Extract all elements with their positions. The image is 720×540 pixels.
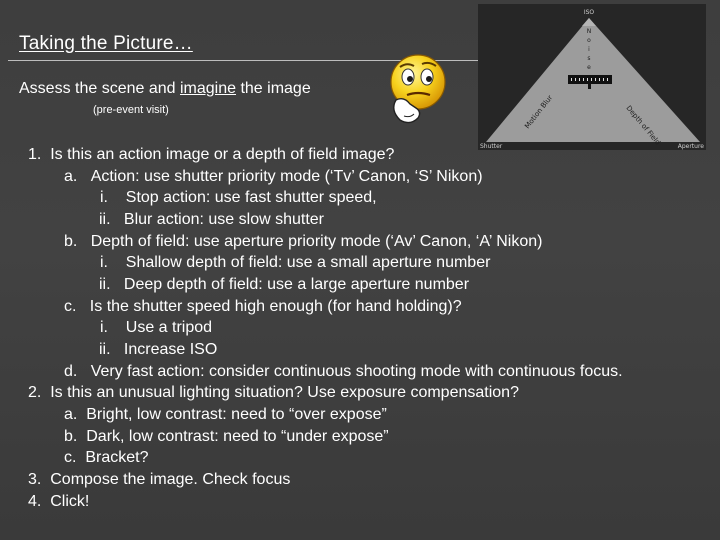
outline-item-1c: c. Is the shutter speed high enough (for hand holding)? xyxy=(64,298,462,315)
outline-item-4: 4. Click! xyxy=(28,493,90,510)
noise-letter-2: o xyxy=(587,37,591,44)
motion-blur-label: Motion Blur xyxy=(523,93,555,131)
outline-item-2a: a. Bright, low contrast: need to “over expose” xyxy=(64,406,387,423)
iso-label: ISO xyxy=(583,9,595,16)
assess-text-before: Assess the scene and xyxy=(19,80,180,97)
outline-item-3: 3. Compose the image. Check focus xyxy=(28,471,291,488)
shutter-label: Shutter xyxy=(480,143,503,150)
pre-event-note: (pre-event visit) xyxy=(93,104,169,116)
assess-emphasis: imagine xyxy=(179,80,237,97)
depth-of-field-label: Depth of Field xyxy=(624,104,662,147)
noise-letter-3: i xyxy=(588,46,590,53)
noise-letter-1: N xyxy=(586,28,592,35)
outline-item-1c-i: i. Use a tripod xyxy=(100,319,213,336)
exposure-scale-pointer xyxy=(588,84,591,89)
outline-item-1a: a. Action: use shutter priority mode (‘Tv’ Canon, ‘S’ Nikon) xyxy=(64,168,483,185)
outline-item-1: 1. Is this an action image or a depth of field image? xyxy=(28,146,395,163)
aperture-label: Aperture xyxy=(677,143,704,150)
outline-item-2b: b. Dark, low contrast: need to “under expose” xyxy=(64,428,389,445)
exposure-scale-bar xyxy=(568,75,612,84)
noise-letter-4: s xyxy=(587,55,591,62)
exposure-triangle-diagram xyxy=(478,4,706,150)
outline-item-1b-ii: ii. Deep depth of field: use a large aperture number xyxy=(99,276,470,293)
noise-letter-5: e xyxy=(587,64,591,71)
assess-line xyxy=(19,80,311,98)
outline-item-1a-ii: ii. Blur action: use slow shutter xyxy=(99,211,324,228)
outline-item-1b: b. Depth of field: use aperture priority mode (‘Av’ Canon, ‘A’ Nikon) xyxy=(64,233,543,250)
thinking-face-icon xyxy=(382,50,456,130)
outline-item-1d: d. Very fast action: consider continuous shooting mode with continuous focus. xyxy=(64,363,623,380)
slide-title: Taking the Picture… xyxy=(19,33,193,54)
outline-item-1a-i: i. Stop action: use fast shutter speed, xyxy=(100,189,377,206)
outline-item-1b-i: i. Shallow depth of field: use a small aperture number xyxy=(100,254,491,271)
outline-item-2: 2. Is this an unusual lighting situation? Use exposure compensation? xyxy=(28,384,519,401)
outline-item-1c-ii: ii. Increase ISO xyxy=(99,341,218,358)
assess-text-after: the image xyxy=(236,80,311,97)
outline-item-2c: c. Bracket? xyxy=(64,449,149,466)
